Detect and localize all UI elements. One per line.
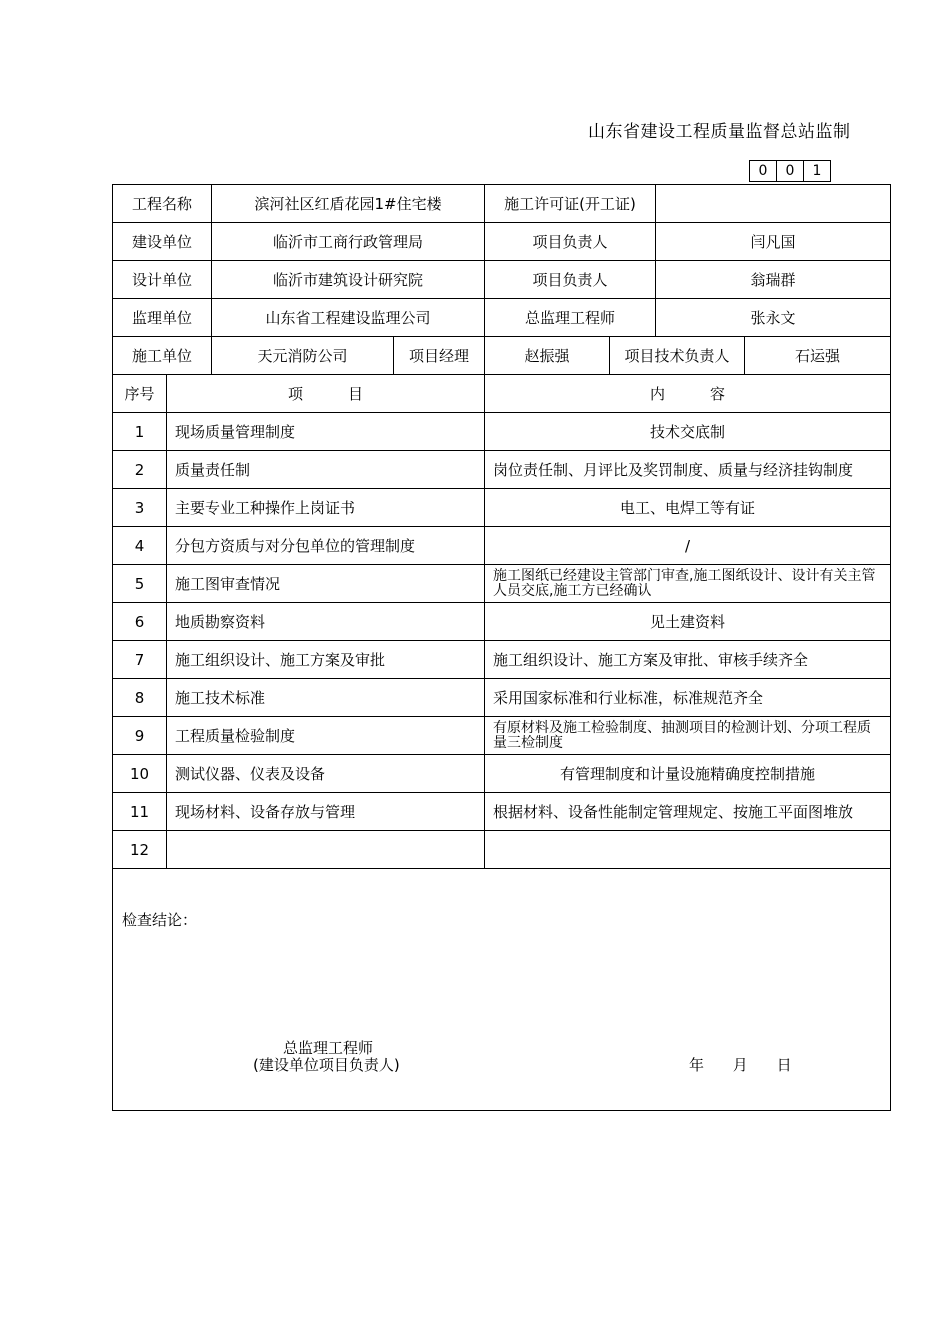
quality-inspection-table <box>112 184 891 1111</box>
supervision-unit-label: 监理单位 <box>113 299 212 337</box>
date-day-label: 日 <box>776 1056 792 1074</box>
design-lead-value: 翁瑞群 <box>656 261 891 299</box>
item-no: 6 <box>113 603 167 641</box>
row-project-name <box>113 185 891 223</box>
construction-unit-value: 临沂市工商行政管理局 <box>212 223 485 261</box>
item-no: 10 <box>113 755 167 793</box>
table-row <box>113 603 891 641</box>
tech-lead-value: 石运强 <box>745 337 891 375</box>
signer-subtitle: (建设单位项目负责人) <box>253 1056 400 1074</box>
design-lead-label: 项目负责人 <box>485 261 656 299</box>
item-name: 现场材料、设备存放与管理 <box>167 793 485 831</box>
item-no: 2 <box>113 451 167 489</box>
signer-title: 总监理工程师 <box>283 1039 374 1057</box>
design-unit-label: 设计单位 <box>113 261 212 299</box>
item-name <box>167 831 485 869</box>
conclusion-label: 检查结论： <box>122 911 198 929</box>
code-digit: 0 <box>776 160 804 182</box>
item-content: 岗位责任制、月评比及奖罚制度、质量与经济挂钩制度 <box>485 451 891 489</box>
table-row <box>113 831 891 869</box>
construction-lead-label: 项目负责人 <box>485 223 656 261</box>
item-no: 12 <box>113 831 167 869</box>
item-content <box>485 831 891 869</box>
form-issuer-title: 山东省建设工程质量监督总站监制 <box>588 122 851 142</box>
conclusion-cell <box>113 869 891 1111</box>
item-name: 工程质量检验制度 <box>167 717 485 755</box>
project-manager-label: 项目经理 <box>394 337 485 375</box>
table-row <box>113 793 891 831</box>
item-content: / <box>485 527 891 565</box>
column-header-content: 内 容 <box>485 375 891 413</box>
item-name: 分包方资质与对分包单位的管理制度 <box>167 527 485 565</box>
item-name: 质量责任制 <box>167 451 485 489</box>
item-name: 地质勘察资料 <box>167 603 485 641</box>
table-row <box>113 413 891 451</box>
row-supervision-unit <box>113 299 891 337</box>
row-builder-unit <box>113 337 891 375</box>
table-row <box>113 717 891 755</box>
item-no: 7 <box>113 641 167 679</box>
tech-lead-label: 项目技术负责人 <box>610 337 745 375</box>
table-row <box>113 679 891 717</box>
item-content: 电工、电焊工等有证 <box>485 489 891 527</box>
item-content: 根据材料、设备性能制定管理规定、按施工平面图堆放 <box>485 793 891 831</box>
permit-label: 施工许可证(开工证) <box>485 185 656 223</box>
item-no: 1 <box>113 413 167 451</box>
project-manager-value: 赵振强 <box>485 337 610 375</box>
row-construction-unit <box>113 223 891 261</box>
table-row <box>113 489 891 527</box>
supervision-unit-value: 山东省工程建设监理公司 <box>212 299 485 337</box>
table-row <box>113 451 891 489</box>
table-row <box>113 755 891 793</box>
column-header-item: 项 目 <box>167 375 485 413</box>
signature-date <box>689 1054 814 1075</box>
row-design-unit <box>113 261 891 299</box>
item-no: 9 <box>113 717 167 755</box>
chief-supervisor-label: 总监理工程师 <box>485 299 656 337</box>
item-name: 测试仪器、仪表及设备 <box>167 755 485 793</box>
item-content: 见土建资料 <box>485 603 891 641</box>
permit-value <box>656 185 891 223</box>
code-digit: 1 <box>803 160 831 182</box>
chief-supervisor-value: 张永文 <box>656 299 891 337</box>
date-month-label: 月 <box>732 1056 748 1074</box>
table-row <box>113 527 891 565</box>
item-no: 5 <box>113 565 167 603</box>
item-content: 采用国家标准和行业标准，标准规范齐全 <box>485 679 891 717</box>
item-content: 有管理制度和计量设施精确度控制措施 <box>485 755 891 793</box>
item-no: 3 <box>113 489 167 527</box>
item-name: 施工组织设计、施工方案及审批 <box>167 641 485 679</box>
item-content: 施工组织设计、施工方案及审批、审核手续齐全 <box>485 641 891 679</box>
table-row <box>113 565 891 603</box>
table-row <box>113 641 891 679</box>
item-content: 技术交底制 <box>485 413 891 451</box>
items-header-row <box>113 375 891 413</box>
project-name-label: 工程名称 <box>113 185 212 223</box>
column-header-no: 序号 <box>113 375 167 413</box>
date-year-label: 年 <box>689 1056 705 1074</box>
item-name: 主要专业工种操作上岗证书 <box>167 489 485 527</box>
item-no: 4 <box>113 527 167 565</box>
design-unit-value: 临沂市建筑设计研究院 <box>212 261 485 299</box>
code-digit: 0 <box>749 160 777 182</box>
item-name: 现场质量管理制度 <box>167 413 485 451</box>
item-content: 施工图纸已经建设主管部门审查,施工图纸设计、设计有关主管人员交底,施工方已经确认 <box>485 565 891 603</box>
construction-lead-value: 闫凡国 <box>656 223 891 261</box>
item-name: 施工图审查情况 <box>167 565 485 603</box>
item-name: 施工技术标准 <box>167 679 485 717</box>
item-no: 11 <box>113 793 167 831</box>
conclusion-row <box>113 869 891 1111</box>
construction-unit-label: 建设单位 <box>113 223 212 261</box>
form-code <box>750 160 831 182</box>
item-no: 8 <box>113 679 167 717</box>
builder-unit-value: 天元消防公司 <box>212 337 394 375</box>
item-content: 有原材料及施工检验制度、抽测项目的检测计划、分项工程质量三检制度 <box>485 717 891 755</box>
builder-unit-label: 施工单位 <box>113 337 212 375</box>
project-name-value: 滨河社区红盾花园1#住宅楼 <box>212 185 485 223</box>
